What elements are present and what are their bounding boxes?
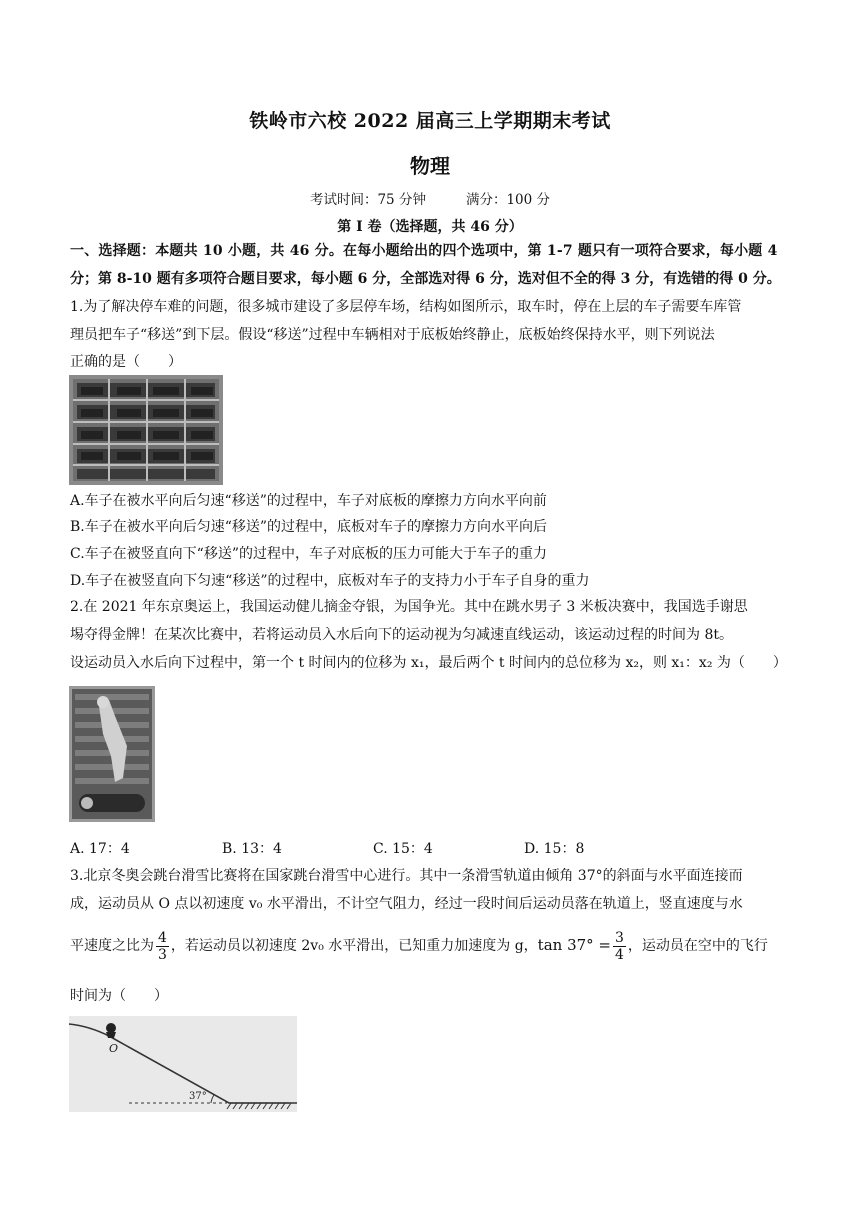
q3-line-3-middle: ，若运动员以初速度 2v₀ 水平滑出，已知重力加速度为 g， [170,938,538,954]
q2-line-2: 埸夺得金牌！在某次比赛中，若将运动员入水后向下的运动视为匀减速直线运动，该运动过程的时间为 8t。 [70,627,733,643]
section-title: 第 I 卷（选择题，共 46 分） [337,219,523,235]
q2-option-b: B. 13：4 [222,841,282,857]
exam-title: 铁岭市六校 2022 届高三上学期期末考试 [249,110,611,132]
exam-time: 考试时间：75 分钟 [309,192,426,208]
q1-option-a: A.车子在被水平向后匀速“移送”的过程中，车子对底板的摩擦力方向水平向前 [70,493,547,509]
exam-score: 满分：100 分 [465,192,551,208]
tan-expression: tan 37° = [537,936,611,954]
exam-info [0,188,860,208]
tan-value-fraction [613,930,626,963]
fraction-numerator: 4 [158,929,167,946]
q3-line-3-end: ，运动员在空中的飞行 [627,938,768,954]
angle-label: 37° [189,1091,207,1102]
q2-option-c: C. 15：4 [373,841,433,857]
speed-ratio-fraction [156,930,169,963]
q1-option-b: B.车子在被水平向后匀速“移送”的过程中，底板对车子的摩擦力方向水平向后 [70,519,548,535]
instructions-line-2: 分；第 8-10 题有多项符合题目要求，每小题 6 分，全部选对得 6 分，选对但不全的得 3 分，有选错的得 0 分。 [70,271,781,287]
q1-line-3: 正确的是（ ） [70,354,182,370]
parking-garage-photo [69,375,223,485]
q1-option-c: C.车子在被竖直向下“移送”的过程中，车子对底板的压力可能大于车子的重力 [70,546,547,562]
q2-option-a: A. 17：4 [70,841,130,857]
q1-line-2: 理员把车子“移送”到下层。假设“移送”过程中车辆相对于底板始终静止，底板始终保持水平，则下列说法 [70,327,715,343]
subject-title: 物理 [410,154,450,178]
point-o-label: O [109,1042,119,1055]
instructions-line-1: 一、选择题：本题共 10 小题，共 46 分。在每小题给出的四个选项中，第 1-7 题只有一项符合要求，每小题 4 [70,243,778,259]
q1-option-d: D.车子在被竖直向下匀速“移送”的过程中，底板对车子的支持力小于车子自身的重力 [70,573,590,589]
q3-line-2: 成，运动员从 O 点以初速度 v₀ 水平滑出，不计空气阻力，经过一段时间后运动员落在轨道上，竖直速度与水 [70,896,743,912]
q3-line-3-start: 平速度之比为 [70,938,154,954]
q3-line-3 [70,924,794,968]
q3-line-1: 3.北京冬奥会跳台滑雪比赛将在国家跳台滑雪中心进行。其中一条滑雪轨道由倾角 37°的斜面与水平面连接而 [70,868,743,884]
fraction-numerator: 3 [615,929,624,946]
fraction-denominator: 3 [158,946,167,963]
q1-line-1: 1.为了解决停车难的问题，很多城市建设了多层停车场，结构如图所示，取车时，停在上层的车子需要车库管 [70,299,742,315]
q2-line-1: 2.在 2021 年东京奥运上，我国运动健儿摘金夺银，为国争光。其中在跳水男子 3 米板决赛中，我国选手谢思 [70,599,748,615]
diver-photo [69,686,155,822]
q2-line-3: 设运动员入水后向下过程中，第一个 t 时间内的位移为 x₁，最后两个 t 时间内的总位移为 x₂，则 x₁：x₂ 为（ ） [70,655,787,671]
ski-slope-figure [69,1016,297,1112]
fraction-denominator: 4 [615,946,624,963]
q2-option-d: D. 15：8 [524,841,585,857]
q3-line-4: 时间为（ ） [70,988,168,1004]
